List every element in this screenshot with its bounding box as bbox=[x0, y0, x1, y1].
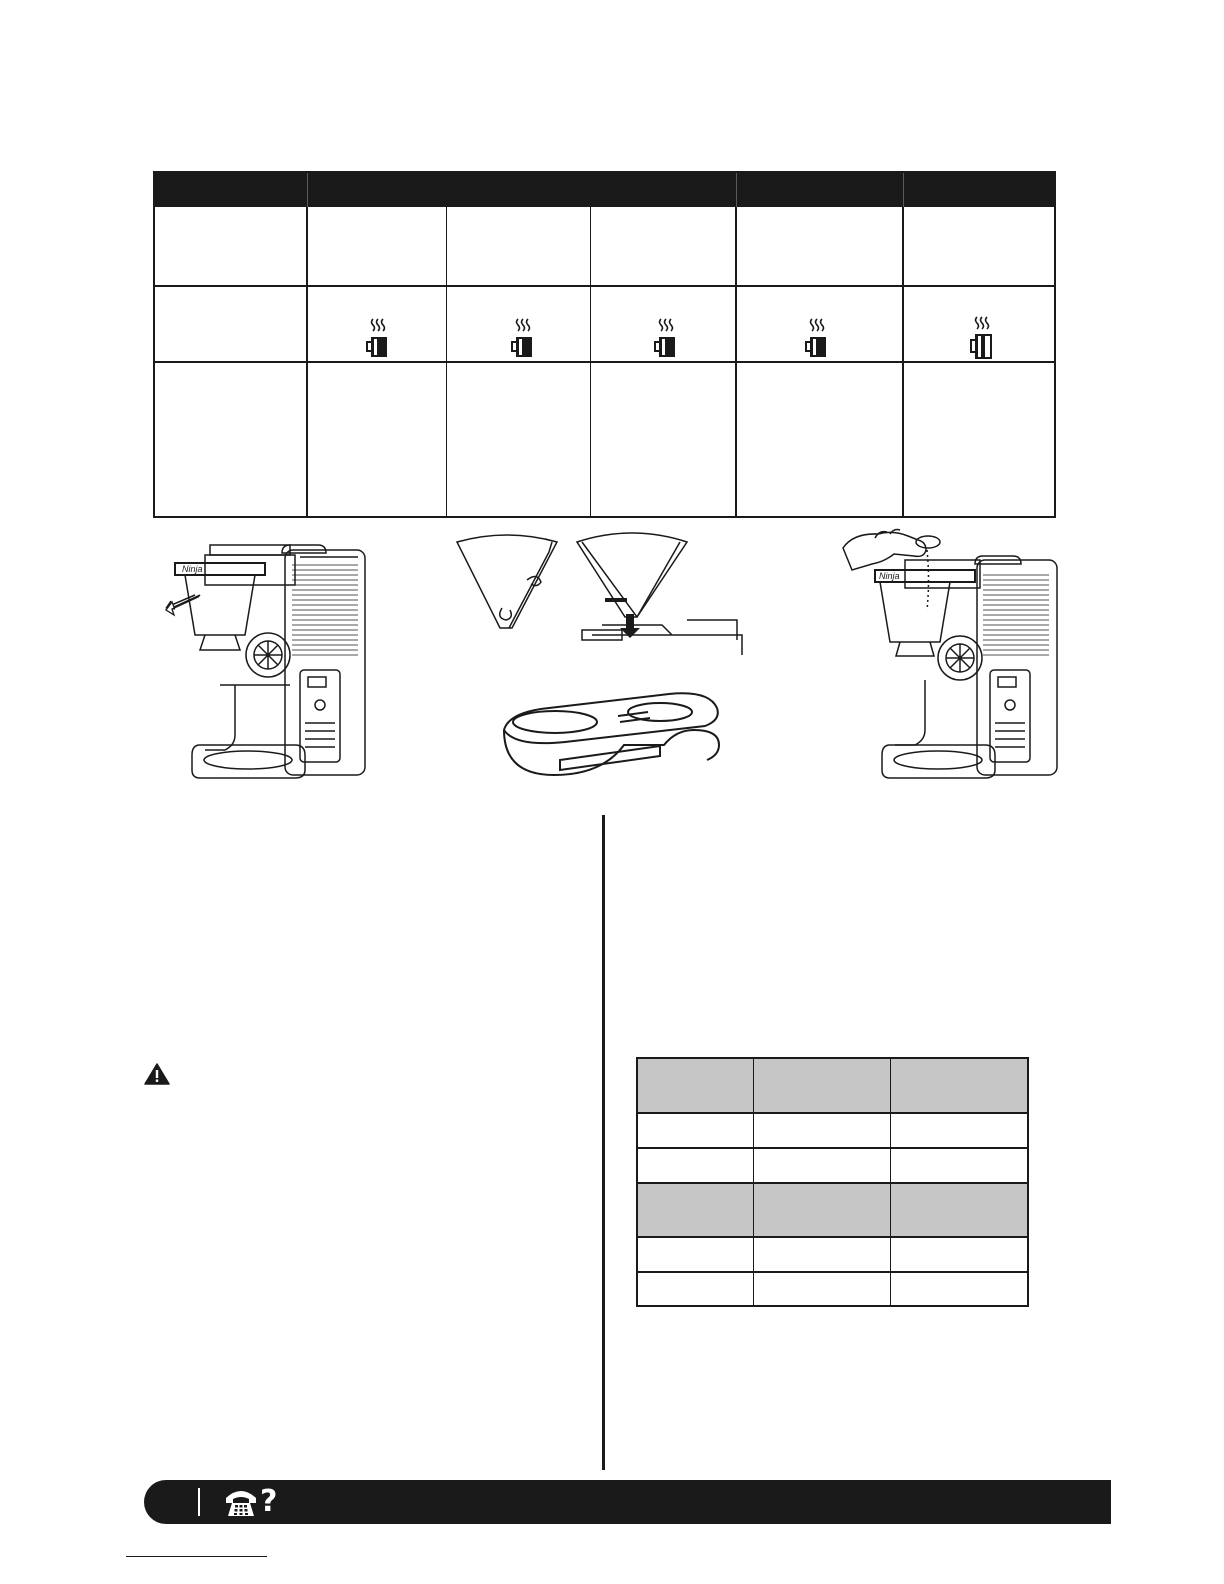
footer-separator bbox=[198, 1488, 200, 1516]
table-row-divider bbox=[155, 285, 1054, 287]
cup-icon bbox=[800, 317, 830, 359]
tall-cup-icon bbox=[965, 315, 995, 361]
filter-fold-illustration bbox=[452, 530, 748, 655]
table-col-divider bbox=[306, 207, 308, 518]
warning-triangle-icon bbox=[144, 1063, 170, 1085]
brew-table-header bbox=[155, 173, 1054, 207]
table-row bbox=[636, 1237, 1029, 1272]
coffee-maker-remove-basket-illustration bbox=[160, 535, 380, 785]
table-header-row bbox=[636, 1183, 1029, 1237]
table-row bbox=[636, 1113, 1029, 1148]
table-col-divider bbox=[590, 207, 591, 518]
table-row-divider bbox=[155, 361, 1054, 363]
footer-bar bbox=[144, 1480, 1111, 1524]
table-col-divider bbox=[735, 207, 737, 518]
help-question-mark: ? bbox=[260, 1484, 278, 1519]
cup-icon bbox=[649, 317, 679, 359]
cup-icon bbox=[506, 317, 536, 359]
coffee-maker-add-grounds-illustration bbox=[835, 520, 1065, 785]
table-row bbox=[636, 1272, 1029, 1307]
link-underline[interactable] bbox=[126, 1556, 267, 1557]
svg-text:Ninja: Ninja bbox=[879, 571, 900, 581]
brew-size-table bbox=[153, 171, 1056, 518]
phone-icon bbox=[224, 1486, 258, 1518]
measuring-scoop-illustration bbox=[500, 690, 725, 778]
table-header-row bbox=[636, 1057, 1029, 1113]
column-divider bbox=[602, 815, 605, 1470]
table-col-divider bbox=[902, 207, 904, 518]
svg-text:Ninja: Ninja bbox=[182, 564, 203, 574]
table-col-divider bbox=[446, 207, 447, 518]
table-row bbox=[636, 1148, 1029, 1183]
scoop-measurement-table bbox=[636, 1057, 1029, 1307]
cup-icon bbox=[361, 317, 391, 359]
